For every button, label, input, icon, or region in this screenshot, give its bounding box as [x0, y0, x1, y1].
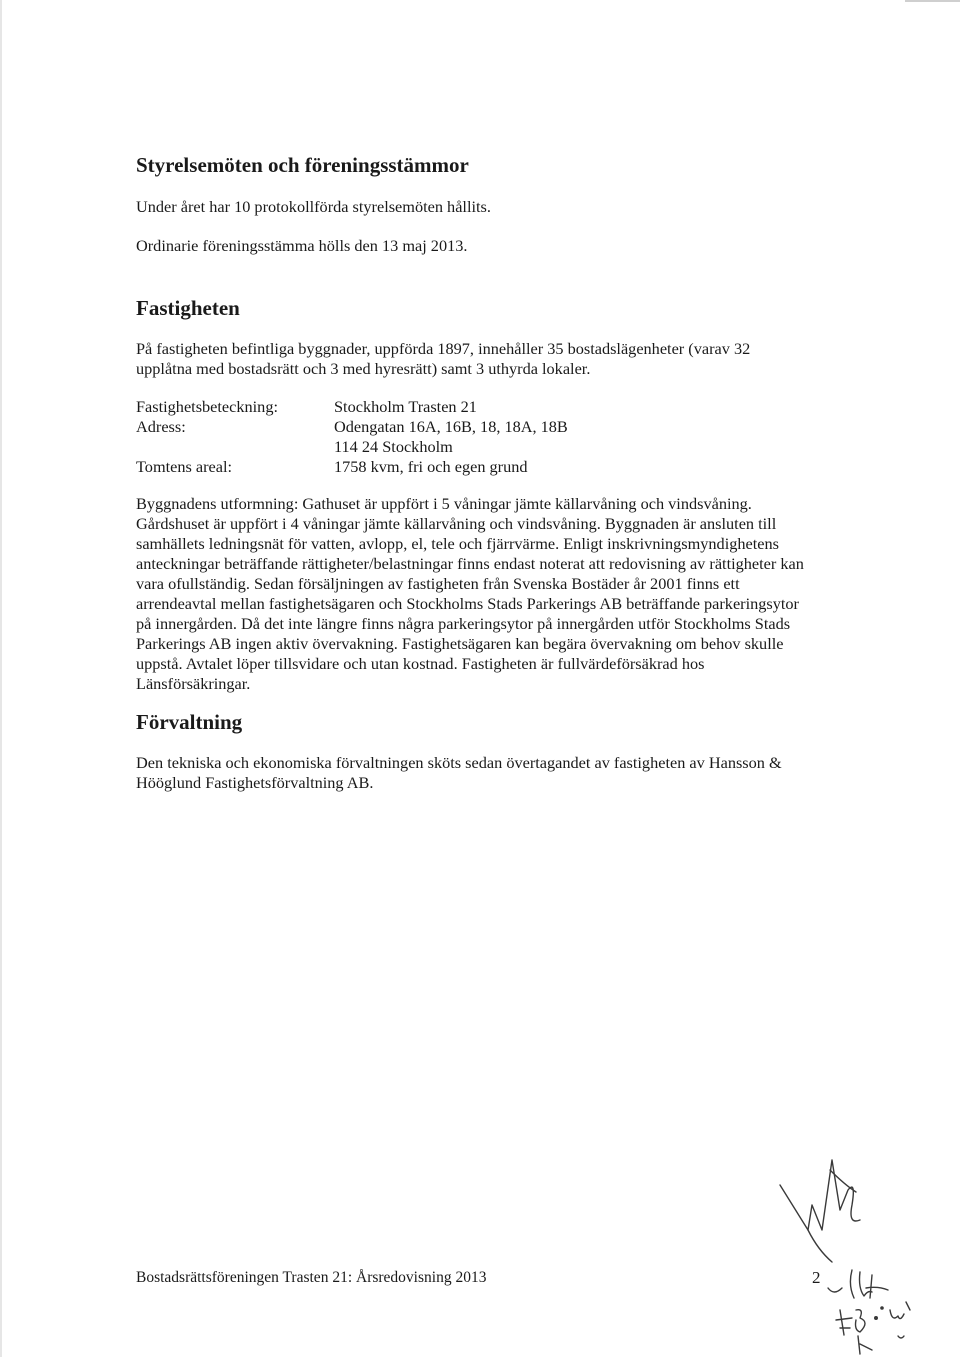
scan-edge-top — [905, 0, 960, 2]
initials-stroke — [836, 1310, 852, 1335]
paragraph-forvaltning — [136, 753, 782, 793]
initials-stroke — [856, 1310, 866, 1332]
initials-dot — [881, 1307, 883, 1309]
page-number: 2 — [812, 1268, 821, 1287]
text-line: Hööglund Fastighetsförvaltning AB. — [136, 773, 374, 792]
initials-stroke — [828, 1288, 842, 1292]
text-line: På fastigheten befintliga byggnader, uppförda 1897, innehåller 35 bostadslägenheter (varav 32 — [136, 339, 751, 358]
handwritten-signatures — [760, 1150, 955, 1355]
property-details — [136, 397, 736, 477]
initials-stroke — [866, 1275, 888, 1298]
detail-row-fastighetsbeteckning — [136, 397, 736, 417]
text-line: upplåtna med bostadsrätt och 3 med hyresrätt) samt 3 uthyrda lokaler. — [136, 359, 591, 378]
detail-label: Adress: — [136, 417, 186, 436]
initials-stroke — [898, 1336, 904, 1338]
detail-row-tomtens-areal — [136, 457, 736, 477]
text-line: Länsförsäkringar. — [136, 674, 251, 693]
signature-stroke — [780, 1160, 860, 1230]
text-line: samhällets ledningsnät för vatten, avlopp, el, tele och fjärrvärme. Enligt inskrivningsmyndighetens — [136, 534, 779, 553]
text-line: på innergården. Då det inte längre finns några parkeringsytor på innergården utför Stockholms Stads — [136, 614, 791, 633]
paragraph-foreningsstamma: Ordinarie föreningsstämma hölls den 13 maj 2013. — [136, 236, 468, 255]
signature-stroke — [808, 1230, 832, 1262]
detail-row-adress — [136, 417, 736, 437]
text-line: anteckningar beträffande rättigheter/belastningar finns endast noterat att redovisning av rättigheter kan — [136, 554, 804, 573]
text-line: Parkerings AB ingen aktiv övervakning. Fastighetsägaren kan begära övervakning om behov skulle — [136, 634, 784, 653]
heading-forvaltning: Förvaltning — [136, 710, 243, 734]
initials-stroke — [890, 1302, 910, 1319]
paragraph-byggnadens-utformning — [136, 494, 804, 694]
text-line: Den tekniska och ekonomiska förvaltningen sköts sedan övertagandet av fastigheten av Hansson & — [136, 753, 782, 772]
paragraph-fastigheten-intro — [136, 339, 750, 379]
footer-title: Bostadsrättsföreningen Trasten 21: Årsredovisning 2013 — [136, 1269, 487, 1286]
detail-value: 114 24 Stockholm — [334, 437, 453, 456]
heading-styrelsemoten: Styrelsemöten och föreningsstämmor — [136, 153, 469, 177]
detail-value: Stockholm Trasten 21 — [334, 397, 477, 416]
detail-value: 1758 kvm, fri och egen grund — [334, 457, 528, 476]
detail-value: Odengatan 16A, 16B, 18, 18A, 18B — [334, 417, 568, 436]
detail-label: Fastighetsbeteckning: — [136, 397, 278, 416]
text-line: Gårdshuset är uppfört i 4 våningar jämte källarvåning och vindsvåning. Byggnaden är ansluten till — [136, 514, 777, 533]
initials-stroke — [850, 1270, 854, 1298]
text-line: arrendeavtal mellan fastighetsägaren och Stockholms Stads Parkerings AB beträffande parkeringsytor — [136, 594, 799, 613]
detail-row-postadress — [136, 437, 736, 457]
initials-dot — [875, 1317, 878, 1320]
text-line: vara ofullständig. Sedan försäljningen av fastigheten från Svenska Bostäder år 2001 finns ett — [136, 574, 740, 593]
scan-edge-left — [0, 0, 2, 1357]
initials-stroke — [858, 1336, 872, 1354]
text-line: uppstå. Avtalet löper tillsvidare och utan kostnad. Fastigheten är fullvärdeförsäkrad hos — [136, 654, 705, 673]
paragraph-styrelsemoten-count: Under året har 10 protokollförda styrelsemöten hållits. — [136, 197, 491, 216]
signature-stroke — [830, 1170, 856, 1192]
detail-label: Tomtens areal: — [136, 457, 233, 476]
text-line: Byggnadens utformning: Gathuset är uppfört i 5 våningar jämte källarvåning och vindsvåning. — [136, 494, 752, 513]
heading-fastigheten: Fastigheten — [136, 296, 240, 320]
